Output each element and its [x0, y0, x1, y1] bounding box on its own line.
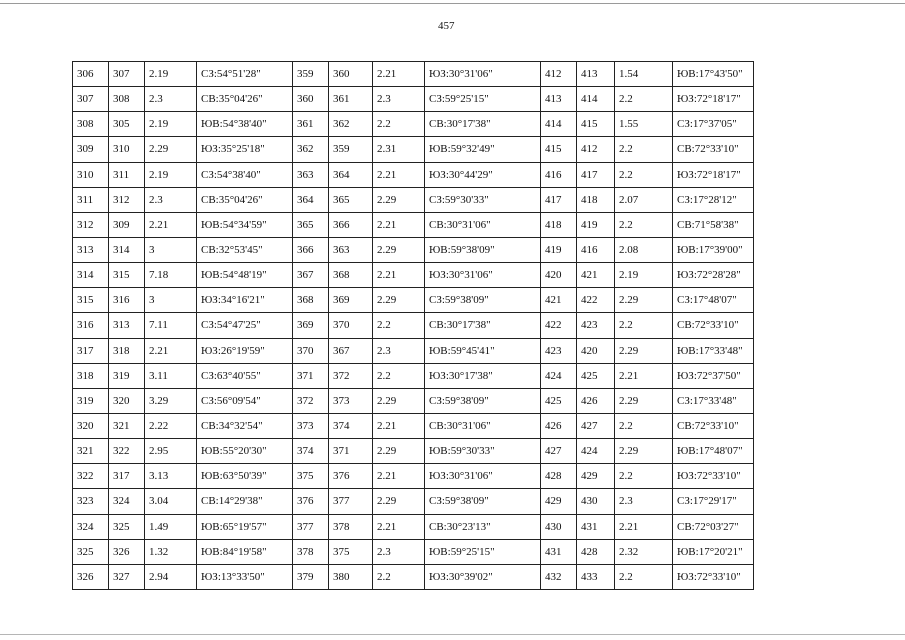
cell-distance: 2.3: [615, 489, 673, 514]
cell-to-point: 317: [109, 464, 145, 489]
cell-to-point: 414: [577, 87, 615, 112]
table-row: [73, 539, 754, 564]
cell-distance: 2.29: [373, 288, 425, 313]
cell-from-point: 326: [73, 564, 109, 589]
cell-bearing: СВ:32°53'45": [197, 237, 293, 262]
cell-to-point: 368: [329, 263, 373, 288]
table-row: [73, 413, 754, 438]
cell-distance: 2.19: [145, 112, 197, 137]
cell-distance: 3.13: [145, 464, 197, 489]
cell-bearing: ЮЗ:30°31'06": [425, 263, 541, 288]
cell-to-point: 430: [577, 489, 615, 514]
cell-bearing: ЮВ:59°45'41": [425, 338, 541, 363]
cell-distance: 1.55: [615, 112, 673, 137]
cell-distance: 2.19: [145, 162, 197, 187]
cell-distance: 2.2: [615, 87, 673, 112]
cell-distance: 3: [145, 237, 197, 262]
cell-distance: 7.18: [145, 263, 197, 288]
cell-bearing: СВ:30°23'13": [425, 514, 541, 539]
cell-distance: 2.29: [373, 489, 425, 514]
cell-bearing: ЮВ:17°48'07": [673, 439, 754, 464]
cell-from-point: 377: [293, 514, 329, 539]
cell-bearing: СВ:35°04'26": [197, 87, 293, 112]
cell-from-point: 364: [293, 187, 329, 212]
cell-distance: 2.2: [615, 212, 673, 237]
cell-from-point: 324: [73, 514, 109, 539]
cell-bearing: СЗ:17°29'17": [673, 489, 754, 514]
table-row: [73, 514, 754, 539]
cell-from-point: 431: [541, 539, 577, 564]
cell-from-point: 371: [293, 363, 329, 388]
cell-from-point: 413: [541, 87, 577, 112]
cell-distance: 1.49: [145, 514, 197, 539]
cell-bearing: ЮВ:65°19'57": [197, 514, 293, 539]
cell-bearing: ЮВ:54°38'40": [197, 112, 293, 137]
cell-to-point: 313: [109, 313, 145, 338]
cell-distance: 2.2: [615, 137, 673, 162]
cell-distance: 2.21: [145, 338, 197, 363]
cell-to-point: 371: [329, 439, 373, 464]
cell-distance: 2.29: [615, 388, 673, 413]
table-body: [73, 62, 754, 590]
cell-to-point: 315: [109, 263, 145, 288]
cell-bearing: ЮВ:17°39'00": [673, 237, 754, 262]
cell-to-point: 361: [329, 87, 373, 112]
cell-bearing: ЮВ:54°34'59": [197, 212, 293, 237]
cell-bearing: СВ:72°33'10": [673, 413, 754, 438]
cell-to-point: 370: [329, 313, 373, 338]
cell-from-point: 420: [541, 263, 577, 288]
cell-to-point: 429: [577, 464, 615, 489]
cell-to-point: 428: [577, 539, 615, 564]
cell-from-point: 426: [541, 413, 577, 438]
cell-from-point: 309: [73, 137, 109, 162]
cell-to-point: 377: [329, 489, 373, 514]
cell-from-point: 318: [73, 363, 109, 388]
cell-from-point: 319: [73, 388, 109, 413]
cell-from-point: 428: [541, 464, 577, 489]
cell-bearing: ЮЗ:72°33'10": [673, 464, 754, 489]
cell-from-point: 414: [541, 112, 577, 137]
cell-distance: 2.2: [615, 564, 673, 589]
cell-to-point: 308: [109, 87, 145, 112]
cell-bearing: ЮЗ:35°25'18": [197, 137, 293, 162]
cell-from-point: 418: [541, 212, 577, 237]
cell-distance: 2.21: [373, 413, 425, 438]
cell-bearing: СЗ:63°40'55": [197, 363, 293, 388]
cell-distance: 2.29: [615, 439, 673, 464]
cell-to-point: 314: [109, 237, 145, 262]
cell-from-point: 416: [541, 162, 577, 187]
cell-to-point: 373: [329, 388, 373, 413]
cell-distance: 2.2: [615, 413, 673, 438]
cell-from-point: 423: [541, 338, 577, 363]
cell-to-point: 321: [109, 413, 145, 438]
cell-bearing: ЮЗ:13°33'50": [197, 564, 293, 589]
cell-from-point: 374: [293, 439, 329, 464]
cell-from-point: 360: [293, 87, 329, 112]
cell-from-point: 370: [293, 338, 329, 363]
cell-distance: 2.22: [145, 413, 197, 438]
cell-bearing: ЮЗ:30°17'38": [425, 363, 541, 388]
table-row: [73, 363, 754, 388]
cell-distance: 2.29: [615, 338, 673, 363]
cell-from-point: 310: [73, 162, 109, 187]
cell-bearing: ЮЗ:30°39'02": [425, 564, 541, 589]
cell-to-point: 365: [329, 187, 373, 212]
cell-bearing: ЮВ:84°19'58": [197, 539, 293, 564]
cell-to-point: 318: [109, 338, 145, 363]
cell-distance: 2.3: [145, 87, 197, 112]
cell-bearing: СВ:72°33'10": [673, 137, 754, 162]
cell-distance: 2.07: [615, 187, 673, 212]
cell-from-point: 376: [293, 489, 329, 514]
cell-bearing: СЗ:59°30'33": [425, 187, 541, 212]
cell-from-point: 308: [73, 112, 109, 137]
cell-bearing: СВ:72°03'27": [673, 514, 754, 539]
cell-distance: 2.3: [145, 187, 197, 212]
cell-from-point: 379: [293, 564, 329, 589]
cell-bearing: СВ:30°17'38": [425, 313, 541, 338]
cell-distance: 2.2: [373, 313, 425, 338]
cell-bearing: СЗ:54°47'25": [197, 313, 293, 338]
cell-to-point: 309: [109, 212, 145, 237]
cell-to-point: 325: [109, 514, 145, 539]
cell-to-point: 420: [577, 338, 615, 363]
cell-from-point: 422: [541, 313, 577, 338]
cell-bearing: СЗ:59°38'09": [425, 489, 541, 514]
cell-to-point: 422: [577, 288, 615, 313]
cell-bearing: СВ:71°58'38": [673, 212, 754, 237]
cell-to-point: 426: [577, 388, 615, 413]
cell-distance: 2.21: [615, 363, 673, 388]
table-row: [73, 288, 754, 313]
cell-bearing: СВ:35°04'26": [197, 187, 293, 212]
cell-from-point: 429: [541, 489, 577, 514]
cell-bearing: ЮЗ:30°44'29": [425, 162, 541, 187]
cell-from-point: 320: [73, 413, 109, 438]
table-row: [73, 137, 754, 162]
cell-from-point: 322: [73, 464, 109, 489]
cell-to-point: 380: [329, 564, 373, 589]
cell-bearing: ЮЗ:72°28'28": [673, 263, 754, 288]
cell-from-point: 415: [541, 137, 577, 162]
cell-bearing: СЗ:17°33'48": [673, 388, 754, 413]
cell-to-point: 364: [329, 162, 373, 187]
cell-to-point: 326: [109, 539, 145, 564]
cell-from-point: 317: [73, 338, 109, 363]
cell-from-point: 359: [293, 62, 329, 87]
cell-from-point: 412: [541, 62, 577, 87]
cell-bearing: ЮВ:59°30'33": [425, 439, 541, 464]
bottom-rule: [0, 634, 905, 635]
cell-to-point: 312: [109, 187, 145, 212]
cell-distance: 2.3: [373, 338, 425, 363]
cell-distance: 2.2: [373, 112, 425, 137]
cell-from-point: 368: [293, 288, 329, 313]
cell-to-point: 418: [577, 187, 615, 212]
cell-distance: 2.31: [373, 137, 425, 162]
cell-from-point: 362: [293, 137, 329, 162]
cell-to-point: 366: [329, 212, 373, 237]
cell-distance: 2.21: [615, 514, 673, 539]
cell-bearing: СЗ:17°37'05": [673, 112, 754, 137]
cell-bearing: СЗ:17°48'07": [673, 288, 754, 313]
cell-from-point: 430: [541, 514, 577, 539]
cell-bearing: ЮЗ:26°19'59": [197, 338, 293, 363]
page-number: 457: [438, 20, 455, 32]
cell-bearing: СВ:30°17'38": [425, 112, 541, 137]
cell-to-point: 322: [109, 439, 145, 464]
cell-bearing: СЗ:17°28'12": [673, 187, 754, 212]
cell-from-point: 307: [73, 87, 109, 112]
cell-distance: 2.21: [373, 263, 425, 288]
cell-from-point: 378: [293, 539, 329, 564]
cell-bearing: ЮЗ:72°33'10": [673, 564, 754, 589]
cell-from-point: 373: [293, 413, 329, 438]
cell-bearing: ЮВ:55°20'30": [197, 439, 293, 464]
cell-distance: 1.32: [145, 539, 197, 564]
cell-bearing: ЮЗ:72°18'17": [673, 87, 754, 112]
cell-distance: 2.29: [373, 388, 425, 413]
table-row: [73, 263, 754, 288]
cell-from-point: 321: [73, 439, 109, 464]
cell-to-point: 416: [577, 237, 615, 262]
cell-distance: 2.29: [145, 137, 197, 162]
cell-to-point: 413: [577, 62, 615, 87]
cell-distance: 2.19: [615, 263, 673, 288]
table-row: [73, 464, 754, 489]
cell-to-point: 367: [329, 338, 373, 363]
cell-bearing: СВ:34°32'54": [197, 413, 293, 438]
cell-to-point: 362: [329, 112, 373, 137]
cell-distance: 3: [145, 288, 197, 313]
table-row: [73, 388, 754, 413]
cell-bearing: СЗ:54°38'40": [197, 162, 293, 187]
table-row: [73, 564, 754, 589]
cell-to-point: 359: [329, 137, 373, 162]
cell-distance: 2.2: [615, 313, 673, 338]
cell-to-point: 305: [109, 112, 145, 137]
cell-from-point: 375: [293, 464, 329, 489]
cell-distance: 2.21: [373, 212, 425, 237]
cell-distance: 2.29: [373, 237, 425, 262]
cell-to-point: 311: [109, 162, 145, 187]
cell-bearing: СВ:14°29'38": [197, 489, 293, 514]
cell-from-point: 372: [293, 388, 329, 413]
cell-from-point: 325: [73, 539, 109, 564]
cell-distance: 3.29: [145, 388, 197, 413]
cell-distance: 2.21: [145, 212, 197, 237]
cell-distance: 2.3: [373, 539, 425, 564]
cell-bearing: СЗ:56°09'54": [197, 388, 293, 413]
cell-to-point: 431: [577, 514, 615, 539]
cell-bearing: ЮВ:59°32'49": [425, 137, 541, 162]
cell-to-point: 412: [577, 137, 615, 162]
cell-distance: 2.2: [615, 464, 673, 489]
cell-from-point: 313: [73, 237, 109, 262]
cell-from-point: 367: [293, 263, 329, 288]
cell-bearing: СВ:30°31'06": [425, 212, 541, 237]
cell-to-point: 417: [577, 162, 615, 187]
cell-distance: 1.54: [615, 62, 673, 87]
cell-bearing: СВ:30°31'06": [425, 413, 541, 438]
cell-distance: 7.11: [145, 313, 197, 338]
cell-distance: 2.3: [373, 87, 425, 112]
cell-bearing: ЮВ:17°20'21": [673, 539, 754, 564]
cell-from-point: 306: [73, 62, 109, 87]
table-row: [73, 62, 754, 87]
cell-bearing: СВ:72°33'10": [673, 313, 754, 338]
cell-from-point: 311: [73, 187, 109, 212]
cell-bearing: СЗ:59°38'09": [425, 288, 541, 313]
cell-distance: 2.19: [145, 62, 197, 87]
cell-distance: 2.95: [145, 439, 197, 464]
cell-distance: 2.21: [373, 464, 425, 489]
cell-bearing: ЮВ:54°48'19": [197, 263, 293, 288]
cell-bearing: ЮВ:17°43'50": [673, 62, 754, 87]
cell-from-point: 315: [73, 288, 109, 313]
cell-from-point: 417: [541, 187, 577, 212]
cell-distance: 2.08: [615, 237, 673, 262]
cell-to-point: 433: [577, 564, 615, 589]
cell-to-point: 363: [329, 237, 373, 262]
cell-from-point: 323: [73, 489, 109, 514]
cell-distance: 2.2: [373, 363, 425, 388]
bearings-table: [72, 61, 754, 590]
cell-to-point: 427: [577, 413, 615, 438]
cell-from-point: 363: [293, 162, 329, 187]
cell-from-point: 312: [73, 212, 109, 237]
cell-from-point: 424: [541, 363, 577, 388]
cell-bearing: ЮВ:59°38'09": [425, 237, 541, 262]
cell-distance: 2.21: [373, 162, 425, 187]
cell-bearing: ЮЗ:72°18'17": [673, 162, 754, 187]
cell-to-point: 360: [329, 62, 373, 87]
cell-to-point: 423: [577, 313, 615, 338]
cell-distance: 2.21: [373, 62, 425, 87]
cell-from-point: 425: [541, 388, 577, 413]
cell-bearing: ЮВ:63°50'39": [197, 464, 293, 489]
cell-from-point: 316: [73, 313, 109, 338]
cell-to-point: 376: [329, 464, 373, 489]
cell-distance: 3.11: [145, 363, 197, 388]
cell-from-point: 419: [541, 237, 577, 262]
table-row: [73, 87, 754, 112]
cell-from-point: 361: [293, 112, 329, 137]
cell-distance: 2.94: [145, 564, 197, 589]
cell-from-point: 314: [73, 263, 109, 288]
cell-bearing: ЮЗ:30°31'06": [425, 464, 541, 489]
cell-distance: 2.29: [615, 288, 673, 313]
table-row: [73, 237, 754, 262]
cell-distance: 2.29: [373, 187, 425, 212]
table-row: [73, 338, 754, 363]
cell-to-point: 419: [577, 212, 615, 237]
cell-bearing: ЮЗ:34°16'21": [197, 288, 293, 313]
cell-to-point: 327: [109, 564, 145, 589]
cell-bearing: СЗ:59°25'15": [425, 87, 541, 112]
cell-from-point: 365: [293, 212, 329, 237]
table-row: [73, 187, 754, 212]
cell-distance: 2.29: [373, 439, 425, 464]
cell-distance: 2.2: [373, 564, 425, 589]
cell-bearing: СЗ:54°51'28": [197, 62, 293, 87]
cell-from-point: 432: [541, 564, 577, 589]
cell-to-point: 320: [109, 388, 145, 413]
cell-to-point: 307: [109, 62, 145, 87]
cell-to-point: 424: [577, 439, 615, 464]
table-row: [73, 112, 754, 137]
cell-to-point: 374: [329, 413, 373, 438]
cell-from-point: 366: [293, 237, 329, 262]
cell-distance: 2.2: [615, 162, 673, 187]
table-row: [73, 212, 754, 237]
cell-bearing: ЮЗ:30°31'06": [425, 62, 541, 87]
cell-bearing: ЮВ:17°33'48": [673, 338, 754, 363]
cell-from-point: 421: [541, 288, 577, 313]
table-row: [73, 162, 754, 187]
cell-to-point: 319: [109, 363, 145, 388]
cell-distance: 3.04: [145, 489, 197, 514]
cell-bearing: ЮВ:59°25'15": [425, 539, 541, 564]
cell-to-point: 310: [109, 137, 145, 162]
cell-to-point: 375: [329, 539, 373, 564]
cell-to-point: 369: [329, 288, 373, 313]
table-row: [73, 489, 754, 514]
top-rule: [0, 3, 905, 4]
cell-bearing: ЮЗ:72°37'50": [673, 363, 754, 388]
cell-to-point: 324: [109, 489, 145, 514]
cell-to-point: 378: [329, 514, 373, 539]
cell-bearing: СЗ:59°38'09": [425, 388, 541, 413]
cell-to-point: 415: [577, 112, 615, 137]
cell-to-point: 421: [577, 263, 615, 288]
table-row: [73, 439, 754, 464]
cell-from-point: 427: [541, 439, 577, 464]
cell-from-point: 369: [293, 313, 329, 338]
cell-distance: 2.21: [373, 514, 425, 539]
cell-distance: 2.32: [615, 539, 673, 564]
cell-to-point: 372: [329, 363, 373, 388]
cell-to-point: 316: [109, 288, 145, 313]
cell-to-point: 425: [577, 363, 615, 388]
table-row: [73, 313, 754, 338]
